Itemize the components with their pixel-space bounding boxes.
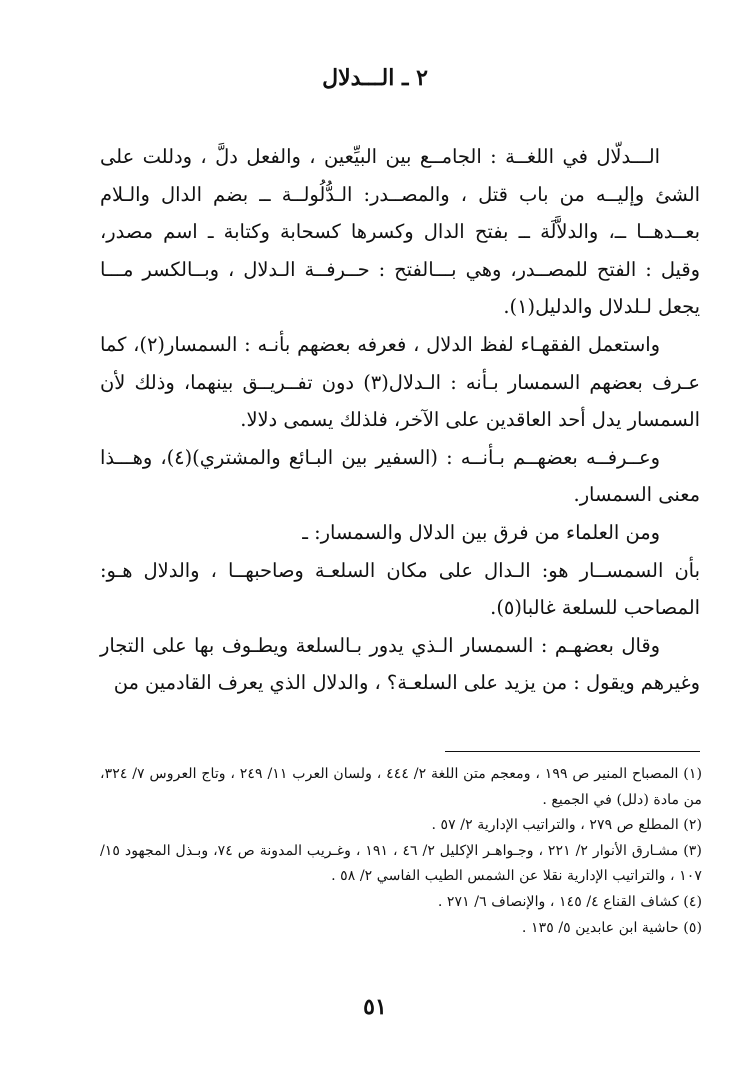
paragraph-other-view: وقال بعضهـم : السمسار الـذي يدور بـالسلعة ويطـوف بها على التجار وغيرهم ويقول : من يزيد على السلعـة؟ ، والدلال الذي يعرف القادمين من — [100, 633, 700, 695]
paragraph-distinction-intro: ومن العلماء من فرق بين الدلال والسمسار: ـ — [302, 520, 660, 544]
paragraph-ambassador-definition: وعــرفــه بعضهــم بـأنــه : (السفير بين البـائع والمشتري)(٤)، وهـــذا معنى السمسار. — [100, 445, 700, 507]
footnote-1: (١) المصباح المنير ص ١٩٩ ، ومعجم متن اللغة ٢/ ٤٤٤ ، ولسان العرب ١١/ ٢٤٩ ، وتاج العروس ٧/ ٣٢٤، من مادة (دلل) في الجميع . — [100, 766, 702, 808]
paragraph-definition-language: الـــدلّال في اللغــة : الجامــع بين البيِّعين ، والفعل دلَّ ، ودللت على الشئ وإليــه من باب قتل ، والمصــدر: الـدُّلُولــة ــ بضم الدال والـلام بعــدهــا ــ، والدلاَّلَة ــ بفتح الدال وكسرها كسحابة وكتابة ـ اسم مصدر، وقيل : الفتح للمصــدر، وهي بـــالفتح : حــرفــة الـدلال ، وبــالكسر مـــا يجعل لـلدلال والدليل(١). — [100, 145, 700, 319]
main-text — [100, 138, 700, 702]
footnote-4: (٤) كشاف القناع ٤/ ١٤٥ ، والإنصاف ٦/ ٢٧١ . — [437, 893, 702, 910]
footnote-3: (٣) مشـارق الأنوار ٢/ ٢٢١ ، وجـواهـر الإكليل ٢/ ٤٦ ، ١٩١ ، وغـريب المدونة ص ٧٤، وبـذل المجهود ١٥/ ١٠٧ ، والتراتيب الإدارية نقلا عن الشمس الطيب الفاسي ٢/ ٥٨ . — [100, 842, 702, 885]
paragraph-jurists-usage: واستعمل الفقهـاء لفظ الدلال ، فعرفه بعضهم بأنـه : السمسار(٢)، كما عـرف بعضهم السمسار بـأنه : الـدلال(٣) دون تفــريــق بينهما، وذلك لأن السمسار يدل أحد العاقدين على الآخر، فلذلك يسمى دلالا. — [100, 332, 700, 432]
footnote-divider — [445, 751, 700, 752]
footnote-2: (٢) المطلع ص ٢٧٩ ، والتراتيب الإدارية ٢/ ٥٧ . — [431, 817, 702, 834]
footnotes — [100, 762, 702, 941]
footnote-5: (٥) حاشية ابن عابدين ٥/ ١٣٥ . — [521, 919, 702, 936]
page-number: ٥١ — [363, 994, 387, 1020]
paragraph-distinction: بأن السمســار هو: الـدال على مكان السلعـة وصاحبهــا ، والدلال هـو: المصاحب للسلعة غالبا(٥). — [100, 558, 700, 620]
section-title: ٢ ـ الـــدلال — [322, 65, 428, 91]
